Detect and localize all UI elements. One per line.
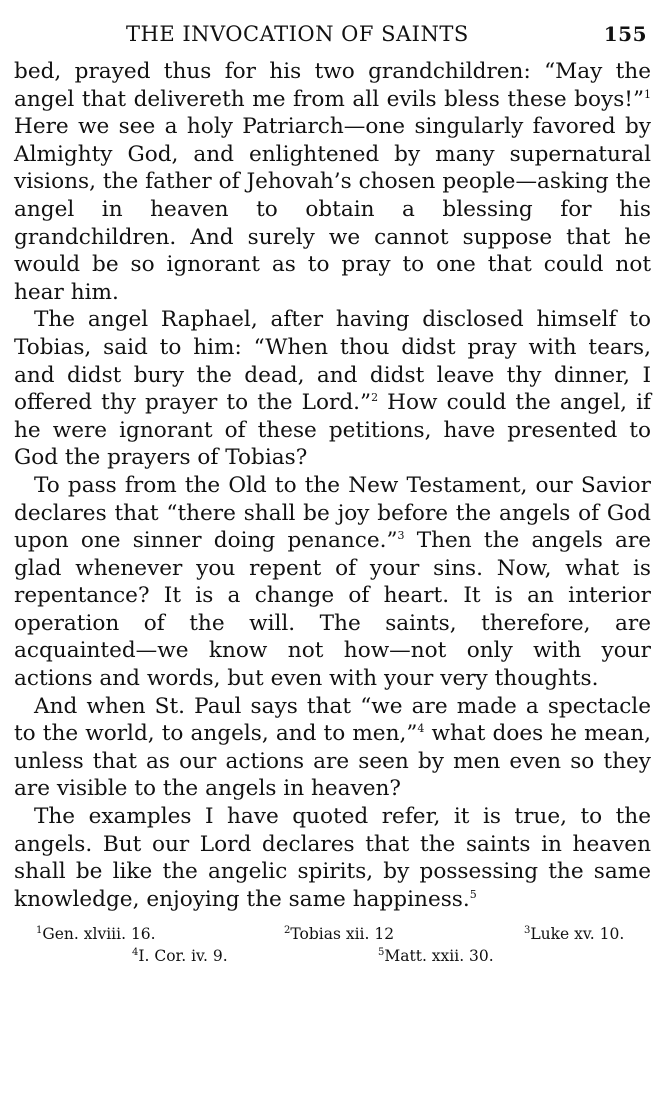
paragraph-text: bed, prayed thus for his two grandchildren: “May the angel that delivereth me from all evils bless these boys!” [14,59,651,112]
running-head [14,18,651,58]
footnote-mark: 1 [36,925,43,937]
footnote [36,923,284,945]
footnote-mark: 4 [132,947,139,959]
paragraph-text: The examples I have quoted refer, it is true, to the angels. But our Lord declares that the saints in heaven shall be like the angelic spirits, by possessing the same knowledge, enjoying the same happiness. [14,804,651,912]
footnote [284,923,524,945]
footnote-ref: 3 [397,528,405,542]
paragraph [14,58,651,306]
paragraph [14,472,651,693]
paragraph [14,306,651,472]
footnote-text: Luke xv. 10. [530,925,625,944]
paragraph [14,693,651,803]
footnote-text: Gen. xlviii. 16. [42,925,156,944]
footnote-row [14,945,651,967]
footnote-ref: 1 [644,87,651,101]
paragraph [14,803,651,913]
footnote-mark: 2 [284,925,291,937]
footnote-row [14,923,651,945]
paragraph-text: Here we see a holy Patriarch—one singularly favored by Almighty God, and enlightened by many supernatural visions, the father of Jehovah’s chosen people—asking the angel in heaven to obtain a blessing for his grandchildren. And surely we cannot suppose that he would be so ignorant as to pray to one that could not hear him. [14,114,651,305]
footnote-text: Tobias xii. 12 [290,925,395,944]
footnote-mark: 5 [378,947,385,959]
footnote [132,945,378,967]
footnote [524,923,624,945]
body-text [14,58,651,913]
paragraph-text: what does he mean, unless that as our actions are seen by men even so they are visible to the angels in heaven? [14,721,651,802]
footnote-text: I. Cor. iv. 9. [138,947,228,966]
running-title: THE INVOCATION OF SAINTS [126,22,469,46]
footnote-ref: 4 [417,722,425,736]
paragraph-text: To pass from the Old to the New Testament, our Savior declares that “there shall be joy before the angels of God upon one sinner doing penance.” [14,472,651,554]
page-number: 155 [603,22,647,46]
footnote [378,945,494,967]
footnote-ref: 2 [371,390,379,404]
footnotes [14,923,651,967]
footnote-ref: 5 [469,887,477,901]
paragraph-text: And when St. Paul says that “we are made a spectacle to the world, to angels, and to men,” [14,693,651,747]
paragraph-text: How could the angel, if he were ignorant of these petitions, have presented to God the prayers of Tobias? [14,390,651,471]
footnote-mark: 3 [524,925,531,937]
paragraph-text: Then the angels are glad whenever you repent of your sins. Now, what is repentance? It is a change of heart. It is an interior operation of the will. The saints, therefore, are acquainted—we know not how—not only with your actions and words, but even with your very thoughts. [14,528,651,692]
footnote-text: Matt. xxii. 30. [384,947,494,966]
paragraph-text: The angel Raphael, after having disclosed himself to Tobias, said to him: “When thou didst pray with tears, and didst bury the dead, and didst leave thy dinner, I offered thy prayer to the Lord.” [14,307,651,416]
